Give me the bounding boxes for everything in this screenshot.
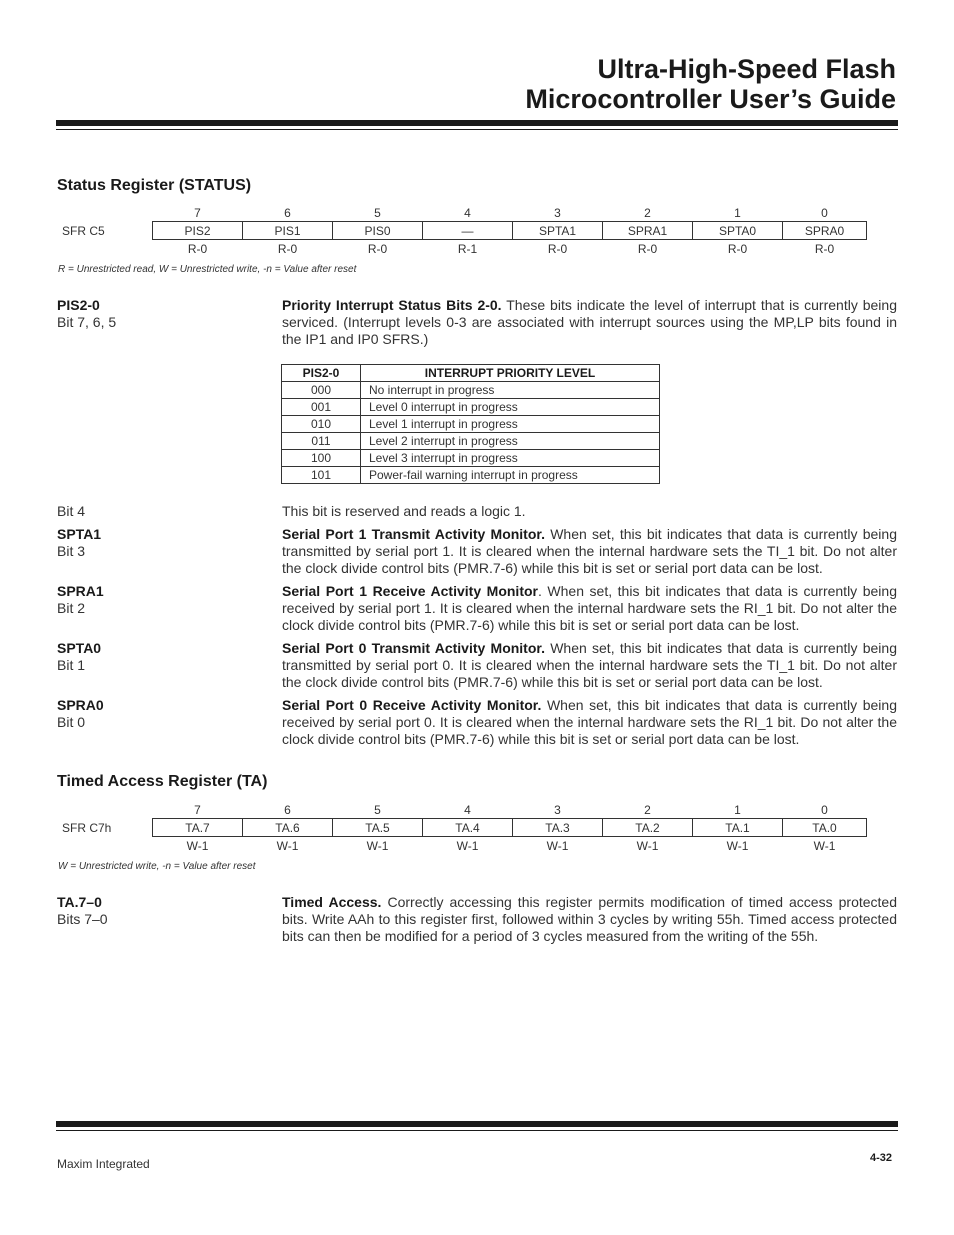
priority-desc: Level 2 interrupt in progress bbox=[361, 433, 660, 450]
priority-code: 010 bbox=[282, 416, 361, 433]
bit-number: 5 bbox=[374, 205, 381, 220]
bit-number: 7 bbox=[194, 802, 201, 817]
spta1-label bbox=[57, 526, 101, 560]
spta0-label bbox=[57, 640, 101, 674]
bit-reset: R-0 bbox=[277, 241, 298, 256]
bit-number: 4 bbox=[464, 205, 471, 220]
bit-name: PIS1 bbox=[243, 222, 333, 240]
bit-field-name: SPTA1 bbox=[57, 526, 102, 542]
bit-name: TA.7 bbox=[153, 819, 243, 837]
table-row bbox=[282, 416, 660, 433]
description-title: Serial Port 0 Transmit Activity Monitor. bbox=[282, 640, 545, 656]
description-text: When set, this bit indicates that data is currently being received by serial port 0. It is cleared when the internal hardware sets the RI_1 bit. Do not alter the clock divide control bits (PMR.7-6) while this bit is set or serial port data can be lost. bbox=[282, 697, 897, 747]
bit-number: 3 bbox=[554, 802, 561, 817]
status-bit-resets bbox=[58, 240, 867, 258]
bit-field-position: Bit 1 bbox=[57, 657, 86, 673]
bit-reset: R-0 bbox=[187, 241, 208, 256]
header-rule-thick bbox=[56, 120, 898, 126]
spta1-description bbox=[282, 526, 897, 577]
bit4-label: Bit 4 bbox=[57, 503, 86, 519]
bit-name: PIS0 bbox=[333, 222, 423, 240]
page-title bbox=[525, 54, 896, 114]
priority-code: 100 bbox=[282, 450, 361, 467]
pis-description bbox=[282, 297, 897, 348]
bit-field-name: SPRA1 bbox=[57, 583, 104, 599]
table-row bbox=[282, 382, 660, 399]
description-title: Serial Port 1 Transmit Activity Monitor. bbox=[282, 526, 545, 542]
column-header: PIS2-0 bbox=[282, 365, 361, 382]
bit-number: 6 bbox=[284, 205, 291, 220]
bit-name: — bbox=[423, 222, 513, 240]
table-row bbox=[282, 433, 660, 450]
bit-reset: R-0 bbox=[727, 241, 748, 256]
bit-name: TA.6 bbox=[243, 819, 333, 837]
ta-legend-note: W = Unrestricted write, -n = Value after reset bbox=[58, 861, 256, 872]
ta-bit-numbers bbox=[58, 801, 867, 819]
bit-field-position: Bit 2 bbox=[57, 600, 86, 616]
bit-number: 1 bbox=[734, 802, 741, 817]
page-number: 4-32 bbox=[869, 1152, 892, 1164]
priority-desc: Level 0 interrupt in progress bbox=[361, 399, 660, 416]
pis-label bbox=[57, 297, 116, 331]
bit-name: PIS2 bbox=[153, 222, 243, 240]
priority-desc: Level 1 interrupt in progress bbox=[361, 416, 660, 433]
bit-name: TA.0 bbox=[783, 819, 867, 837]
status-heading: Status Register (STATUS) bbox=[57, 177, 252, 194]
ta70-description bbox=[282, 894, 897, 945]
bit-name: SPTA0 bbox=[693, 222, 783, 240]
bit-number: 5 bbox=[374, 802, 381, 817]
description-title: Priority Interrupt Status Bits 2-0. bbox=[282, 297, 502, 313]
ta-bit-names bbox=[58, 819, 867, 837]
priority-code: 011 bbox=[282, 433, 361, 450]
bit-reset: R-0 bbox=[547, 241, 568, 256]
footer-company: Maxim Integrated bbox=[57, 1157, 150, 1171]
bit-field-name: PIS2-0 bbox=[57, 297, 100, 313]
spra1-description bbox=[282, 583, 897, 634]
bit-name: TA.1 bbox=[693, 819, 783, 837]
bit-field-name: TA.7–0 bbox=[57, 894, 102, 910]
bit-name: TA.4 bbox=[423, 819, 513, 837]
bit-number: 2 bbox=[644, 205, 651, 220]
table-row bbox=[282, 399, 660, 416]
status-register-diagram bbox=[58, 204, 867, 257]
footer-rule-thin bbox=[56, 1130, 898, 1131]
table-row bbox=[282, 467, 660, 484]
sfr-address: SFR C7h bbox=[62, 820, 112, 835]
description-text: Correctly accessing this register permits modification of timed access protected bits. Write AAh to this register first, followed within 3 cycles by writing 55h. Timed access protected bits can then be modified for a period of 3 cycles measured from the writing of the 55h. bbox=[282, 894, 897, 944]
bit-name: SPRA0 bbox=[783, 222, 867, 240]
bit-number: 2 bbox=[644, 802, 651, 817]
priority-code: 001 bbox=[282, 399, 361, 416]
bit-number: 4 bbox=[464, 802, 471, 817]
bit-name: SPTA1 bbox=[513, 222, 603, 240]
bit-number: 0 bbox=[821, 802, 828, 817]
bit-reset: W-1 bbox=[366, 838, 389, 853]
description-text: These bits indicate the level of interrupt that is currently being serviced. (Interrupt levels 0-3 are associated with interrupt sources using the MP,LP bits found in the IP1 and IP0 SFRS.) bbox=[282, 297, 897, 347]
bit-number: 6 bbox=[284, 802, 291, 817]
bit-reset: W-1 bbox=[186, 838, 209, 853]
table-row bbox=[282, 450, 660, 467]
bit-field-position: Bit 3 bbox=[57, 543, 86, 559]
priority-level-table bbox=[281, 364, 660, 484]
column-header: INTERRUPT PRIORITY LEVEL bbox=[361, 365, 660, 382]
priority-code: 101 bbox=[282, 467, 361, 484]
sfr-address: SFR C5 bbox=[62, 223, 105, 238]
bit-name: SPRA1 bbox=[603, 222, 693, 240]
bit-field-position: Bit 7, 6, 5 bbox=[57, 314, 117, 330]
status-bit-numbers bbox=[58, 204, 867, 222]
priority-desc: No interrupt in progress bbox=[361, 382, 660, 399]
bit-reset: R-0 bbox=[367, 241, 388, 256]
footer-rule-thick bbox=[56, 1121, 898, 1127]
bit-name: TA.5 bbox=[333, 819, 423, 837]
ta70-label bbox=[57, 894, 108, 928]
description-title: Serial Port 0 Receive Activity Monitor. bbox=[282, 697, 542, 713]
bit-number: 3 bbox=[554, 205, 561, 220]
bit-reset: W-1 bbox=[726, 838, 749, 853]
bit-field-position: Bits 7–0 bbox=[57, 911, 108, 927]
priority-desc: Level 3 interrupt in progress bbox=[361, 450, 660, 467]
description-text: When set, this bit indicates that data is currently being transmitted by serial port 0. It is cleared when the internal hardware sets the TI_1 bit. Do not alter the clock divide control bits (PMR.7-6) while this bit is set or serial port data can be lost. bbox=[282, 640, 897, 690]
ta-register-diagram bbox=[58, 801, 867, 854]
table-header-row bbox=[282, 365, 660, 382]
bit-reset: R-1 bbox=[457, 241, 478, 256]
spra0-label bbox=[57, 697, 104, 731]
bit-field-name: SPTA0 bbox=[57, 640, 102, 656]
title-line-1: Ultra-High-Speed Flash bbox=[597, 54, 896, 84]
bit4-description: This bit is reserved and reads a logic 1. bbox=[282, 503, 526, 519]
bit-reset: W-1 bbox=[813, 838, 836, 853]
spta0-description bbox=[282, 640, 897, 691]
spra1-label bbox=[57, 583, 104, 617]
bit-number: 0 bbox=[821, 205, 828, 220]
bit-name: TA.3 bbox=[513, 819, 603, 837]
bit-field-name: SPRA0 bbox=[57, 697, 104, 713]
bit-reset: W-1 bbox=[636, 838, 659, 853]
bit-number: 7 bbox=[194, 205, 201, 220]
bit-reset: W-1 bbox=[456, 838, 479, 853]
bit-number: 1 bbox=[734, 205, 741, 220]
description-text: . When set, this bit indicates that data is currently being received by serial port 1. It is cleared when the internal hardware sets the RI_1 bit. Do not alter the clock divide control bits (PMR.7-6) while this bit is set or serial port data can be lost. bbox=[282, 583, 897, 633]
header-rule-thin bbox=[56, 129, 898, 130]
ta-heading: Timed Access Register (TA) bbox=[57, 773, 268, 790]
priority-desc: Power-fail warning interrupt in progress bbox=[361, 467, 660, 484]
spra0-description bbox=[282, 697, 897, 748]
bit-reset: R-0 bbox=[637, 241, 658, 256]
bit-reset: R-0 bbox=[814, 241, 835, 256]
bit-field-position: Bit 0 bbox=[57, 714, 86, 730]
priority-code: 000 bbox=[282, 382, 361, 399]
ta-bit-resets bbox=[58, 837, 867, 855]
bit-reset: W-1 bbox=[276, 838, 299, 853]
description-title: Timed Access. bbox=[282, 894, 382, 910]
title-line-2: Microcontroller User’s Guide bbox=[525, 84, 896, 114]
status-legend-note: R = Unrestricted read, W = Unrestricted write, -n = Value after reset bbox=[58, 264, 357, 275]
description-title: Serial Port 1 Receive Activity Monitor bbox=[282, 583, 538, 599]
status-bit-names bbox=[58, 222, 867, 240]
bit-reset: W-1 bbox=[546, 838, 569, 853]
description-text: When set, this bit indicates that data is currently being transmitted by serial port 1. It is cleared when the internal hardware sets the TI_1 bit. Do not alter the clock divide control bits (PMR.7-6) while this bit is set or serial port data can be lost. bbox=[282, 526, 897, 576]
bit-name: TA.2 bbox=[603, 819, 693, 837]
